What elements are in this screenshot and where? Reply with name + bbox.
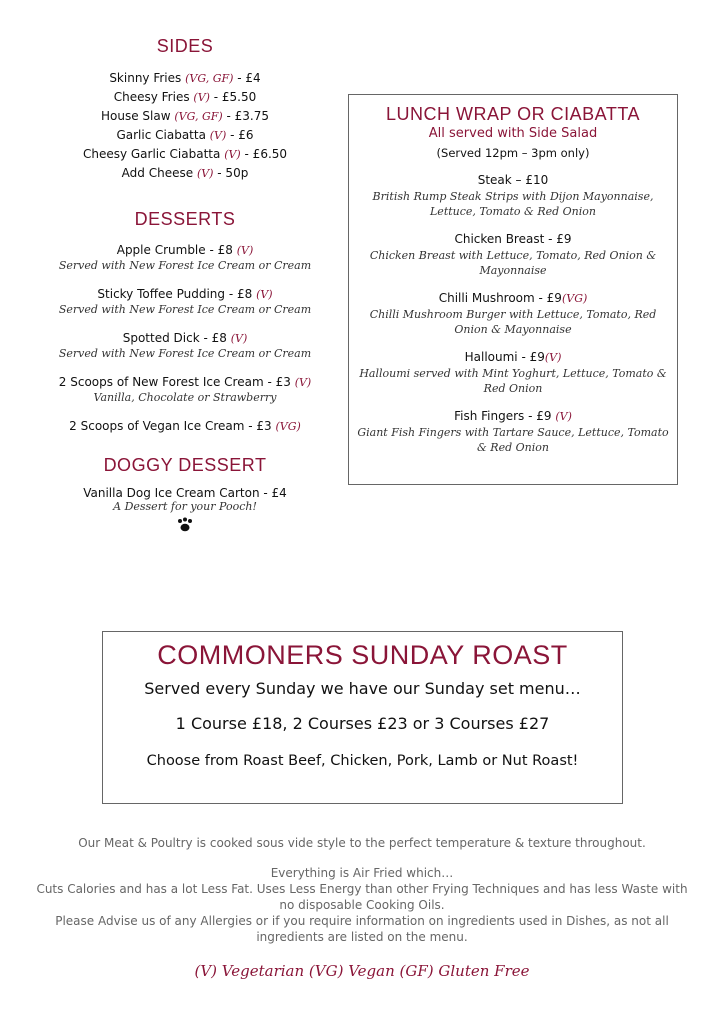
lunch-item-tag: (V) (555, 410, 572, 423)
doggy-description: A Dessert for your Pooch! (113, 500, 257, 513)
footer-notes (30, 835, 694, 979)
side-name: House Slaw (100, 109, 171, 123)
air-fried-note: Everything is Air Fried which… (270, 866, 454, 880)
lunch-item (349, 408, 677, 455)
lunch-wrap-box (348, 94, 678, 485)
side-name: Cheesy Fries (113, 90, 190, 104)
side-tag: (V) (209, 129, 227, 142)
dessert-name: 2 Scoops of Vegan Ice Cream - £3 (69, 419, 272, 433)
desserts-heading: DESSERTS (134, 209, 236, 229)
side-item (35, 69, 335, 88)
side-name: Cheesy Garlic Ciabatta (82, 147, 221, 161)
side-price: - £6 (226, 128, 254, 142)
dessert-item (35, 286, 335, 317)
lunch-item (349, 290, 677, 337)
dessert-description: Served with New Forest Ice Cream or Cream (58, 347, 312, 360)
sunday-roast-box (102, 631, 623, 804)
lunch-item-name: Fish Fingers - £9 (454, 409, 552, 423)
side-price: - 50p (213, 166, 249, 180)
side-price: - £6.50 (240, 147, 288, 161)
side-item (35, 164, 335, 183)
lunch-served-times: (Served 12pm – 3pm only) (436, 146, 590, 160)
side-price: - £5.50 (209, 90, 257, 104)
lunch-item (349, 349, 677, 396)
dessert-name: 2 Scoops of New Forest Ice Cream - £3 (58, 375, 291, 389)
dessert-name: Spotted Dick - £8 (122, 331, 227, 345)
dessert-tag: (V) (230, 332, 248, 345)
lunch-item-name: Steak – £10 (477, 173, 549, 187)
side-tag: (V) (196, 167, 214, 180)
lunch-item-description: British Rump Steak Strips with Dijon Mayonnaise, Lettuce, Tomato & Red Onion (372, 190, 654, 218)
dessert-tag: (V) (294, 376, 312, 389)
side-price: - £3.75 (222, 109, 270, 123)
side-item (35, 145, 335, 164)
dessert-item (35, 418, 335, 435)
sides-list (35, 69, 335, 183)
side-name: Skinny Fries (109, 71, 182, 85)
lunch-item-name: Chicken Breast - £9 (454, 232, 572, 246)
dessert-description: Served with New Forest Ice Cream or Cream (58, 303, 312, 316)
doggy-dessert-heading: DOGGY DESSERT (103, 455, 267, 475)
dessert-tag: (VG) (275, 420, 301, 433)
allergy-note: Please Advise us of any Allergies or if you require information on ingredients used in Dishes, as not all ingredients are listed on the menu. (55, 914, 669, 944)
roast-served-line: Served every Sunday we have our Sunday set menu… (144, 679, 581, 698)
dessert-name: Apple Crumble - £8 (116, 243, 233, 257)
dessert-tag: (V) (236, 244, 254, 257)
dessert-tag: (V) (256, 288, 273, 301)
lunch-subtitle: All served with Side Salad (428, 126, 598, 141)
lunch-item-tag: (VG) (561, 292, 588, 305)
lunch-item-description: Halloumi served with Mint Yoghurt, Lettuce, Tomato & Red Onion (359, 367, 667, 395)
air-fried-detail: Cuts Calories and has a lot Less Fat. Uses Less Energy than other Frying Techniques and has less Waste with no disposable Cooking Oils. (36, 882, 688, 912)
roast-prices-line: 1 Course £18, 2 Courses £23 or 3 Courses £27 (175, 714, 550, 733)
side-item (35, 107, 335, 126)
side-item (35, 126, 335, 145)
lunch-item-description: Chilli Mushroom Burger with Lettuce, Tomato, Red Onion & Mayonnaise (369, 308, 657, 336)
dessert-description: Vanilla, Chocolate or Strawberry (93, 391, 277, 404)
lunch-item-name: Halloumi - £9 (464, 350, 545, 364)
side-item (35, 88, 335, 107)
lunch-item-description: Chicken Breast with Lettuce, Tomato, Red Onion & Mayonnaise (369, 249, 657, 277)
dessert-item (35, 242, 335, 273)
lunch-item (349, 172, 677, 219)
paw-icon (35, 517, 335, 537)
doggy-item: Vanilla Dog Ice Cream Carton - £4 (83, 486, 287, 500)
dietary-key: (V) Vegetarian (VG) Vegan (GF) Gluten Free (194, 962, 530, 980)
side-name: Add Cheese (121, 166, 194, 180)
dessert-name: Sticky Toffee Pudding - £8 (97, 287, 253, 301)
left-column (35, 36, 335, 537)
lunch-item-tag: (V) (544, 351, 562, 364)
side-tag: (VG, GF) (174, 110, 223, 123)
sides-heading: SIDES (156, 36, 214, 56)
side-name: Garlic Ciabatta (116, 128, 206, 142)
side-tag: (V) (193, 91, 210, 104)
roast-choices-line: Choose from Roast Beef, Chicken, Pork, Lamb or Nut Roast! (146, 753, 579, 769)
lunch-heading: LUNCH WRAP OR CIABATTA (385, 104, 641, 124)
dessert-item (35, 374, 335, 405)
dessert-item (35, 330, 335, 361)
lunch-item-name: Chilli Mushroom - £9 (438, 291, 562, 305)
side-price: - £4 (233, 71, 261, 85)
side-tag: (V) (224, 148, 241, 161)
side-tag: (VG, GF) (185, 72, 234, 85)
lunch-item-description: Giant Fish Fingers with Tartare Sauce, Lettuce, Tomato & Red Onion (357, 426, 669, 454)
meat-note: Our Meat & Poultry is cooked sous vide style to the perfect temperature & texture throughout. (78, 836, 646, 850)
dessert-description: Served with New Forest Ice Cream or Cream (58, 259, 312, 272)
lunch-item (349, 231, 677, 278)
roast-heading: COMMONERS SUNDAY ROAST (157, 640, 568, 670)
